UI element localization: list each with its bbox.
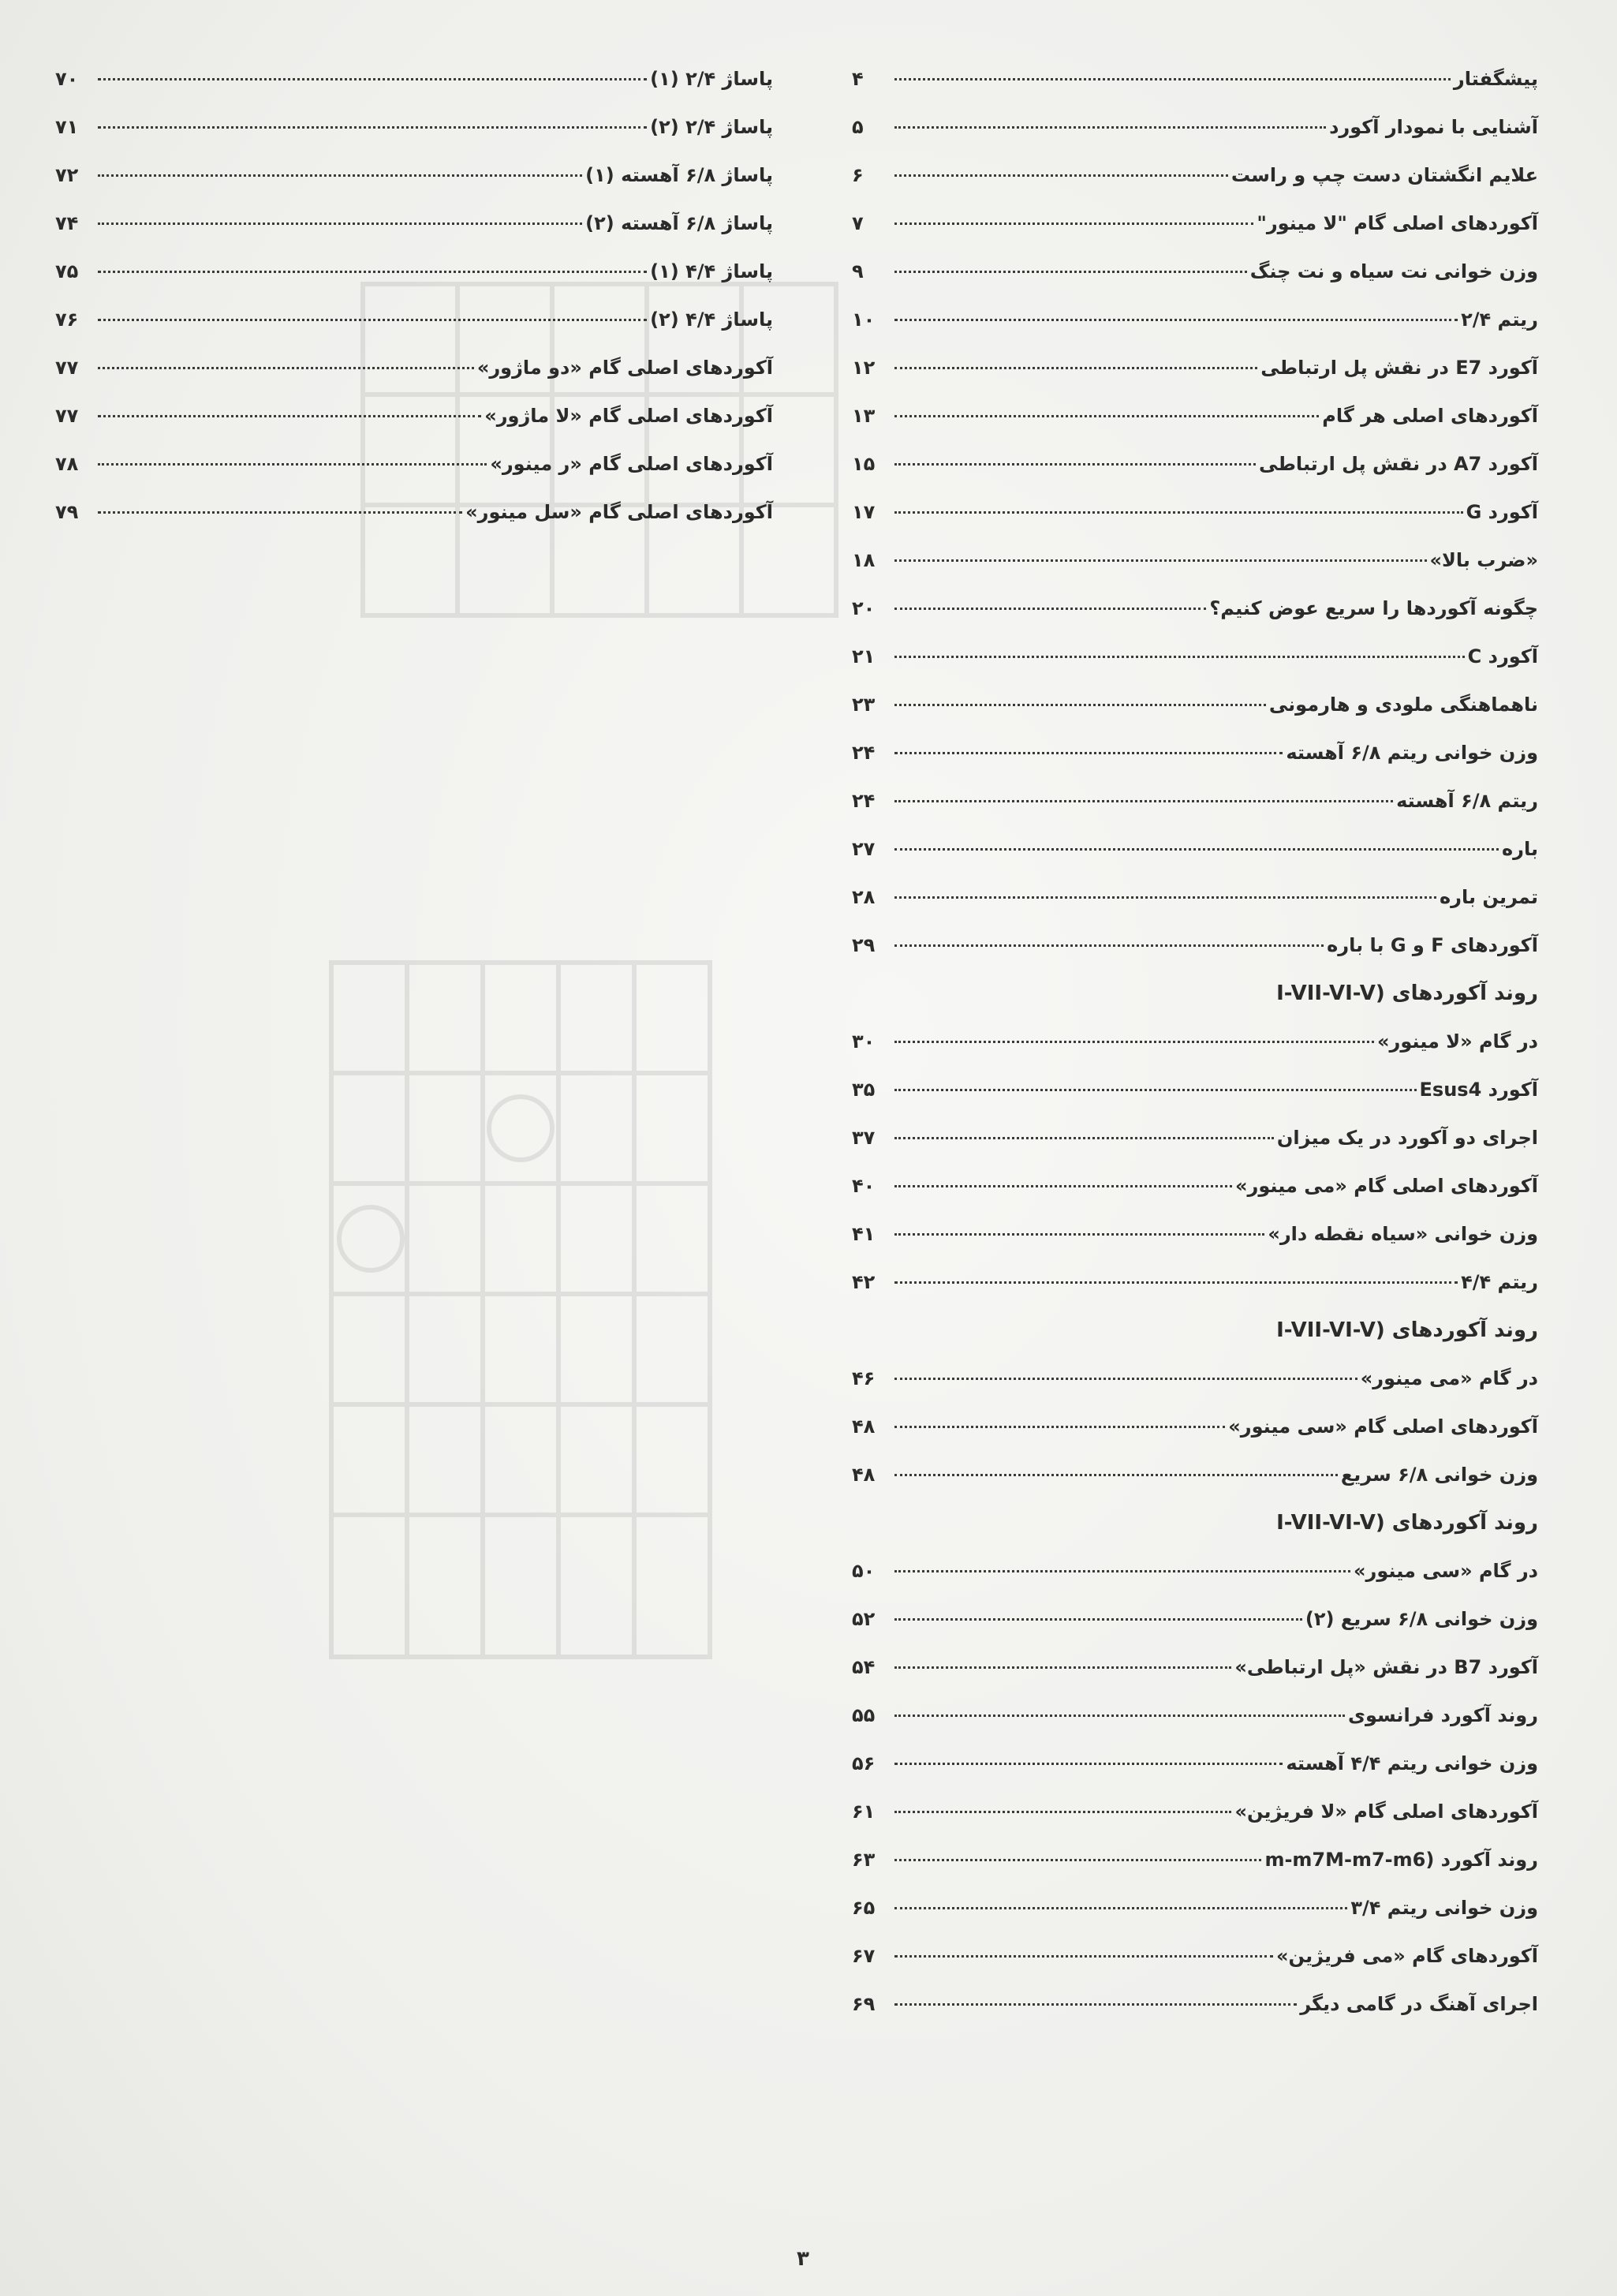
- toc-entry: [55, 103, 773, 151]
- toc-entry-title: در گام «می مینور»: [1360, 1367, 1538, 1389]
- toc-entry: [852, 970, 1538, 1018]
- toc-entry: [852, 1162, 1538, 1210]
- toc-leader-dots: [98, 511, 462, 514]
- toc-entry-page: ۷۷: [55, 357, 79, 379]
- toc-leader-dots: [894, 608, 1206, 610]
- toc-leader-dots: [894, 1233, 1264, 1236]
- toc-leader-dots: [98, 174, 582, 177]
- toc-column-left: [55, 55, 773, 537]
- toc-entry-page: ۷۴: [55, 212, 79, 234]
- toc-leader-dots: [894, 559, 1427, 562]
- toc-leader-dots: [894, 1041, 1374, 1043]
- toc-leader-dots: [894, 1907, 1347, 1909]
- toc-entry-title: پاساژ ۴/۴ (۲): [650, 309, 773, 331]
- toc-entry-title: آکورد G: [1466, 501, 1538, 523]
- toc-entry: [55, 151, 773, 200]
- toc-entry: [852, 103, 1538, 151]
- toc-entry-page: ۶۵: [852, 1897, 876, 1919]
- toc-entry: [852, 1403, 1538, 1451]
- toc-leader-dots: [894, 126, 1326, 129]
- toc-entry-title: پاساژ ۴/۴ (۱): [650, 260, 773, 282]
- toc-entry: [852, 200, 1538, 248]
- toc-entry: [852, 296, 1538, 344]
- toc-entry-page: ۲۰: [852, 597, 876, 619]
- toc-leader-dots: [894, 367, 1257, 369]
- toc-entry-title: باره: [1501, 838, 1538, 860]
- toc-entry-page: ۲۴: [852, 790, 876, 812]
- toc-leader-dots: [894, 1570, 1350, 1572]
- toc-entry: [852, 1499, 1538, 1547]
- toc-entry: [852, 1884, 1538, 1932]
- toc-leader-dots: [98, 271, 647, 273]
- toc-entry: [852, 729, 1538, 777]
- toc-entry: [852, 777, 1538, 825]
- toc-leader-dots: [894, 1955, 1273, 1958]
- toc-entry-page: ۶۷: [852, 1945, 876, 1967]
- toc-entry-page: ۶۱: [852, 1801, 876, 1823]
- toc-entry: [852, 537, 1538, 585]
- toc-entry-title: پاساژ ۲/۴ (۱): [650, 68, 773, 90]
- toc-entry-title: آکوردهای اصلی گام «دو ماژور»: [476, 357, 773, 379]
- toc-entry: [852, 1355, 1538, 1403]
- toc-leader-dots: [894, 1137, 1274, 1139]
- toc-leader-dots: [894, 511, 1463, 514]
- toc-entry: [852, 922, 1538, 970]
- toc-entry-title: آکورد A7 در نقش پل ارتباطی: [1259, 453, 1538, 475]
- toc-entry-page: ۷۸: [55, 453, 79, 475]
- toc-entry: [852, 248, 1538, 296]
- toc-entry: [55, 55, 773, 103]
- toc-entry-page: ۴۸: [852, 1464, 876, 1486]
- toc-entry-title: ریتم ۶/۸ آهسته: [1396, 790, 1538, 812]
- toc-entry: [852, 1018, 1538, 1066]
- toc-leader-dots: [98, 415, 481, 417]
- toc-leader-dots: [894, 1811, 1231, 1813]
- toc-entry-title: وزن خوانی ریتم ۴/۴ آهسته: [1286, 1752, 1538, 1774]
- toc-entry-title: ریتم ۲/۴: [1461, 309, 1538, 331]
- toc-entry-page: ۱۲: [852, 357, 876, 379]
- toc-leader-dots: [894, 1281, 1458, 1284]
- toc-entry-page: ۳۷: [852, 1127, 876, 1149]
- toc-entry-title: آکوردهای اصلی گام «سل مینور»: [465, 501, 773, 523]
- toc-entry: [852, 1643, 1538, 1692]
- toc-entry-title: وزن خوانی ۶/۸ سریع: [1340, 1464, 1538, 1486]
- toc-entry-title: آکوردهای اصلی گام "لا مینور": [1257, 212, 1538, 234]
- toc-entry: [55, 296, 773, 344]
- toc-leader-dots: [894, 415, 1319, 417]
- toc-entry-title: وزن خوانی ۶/۸ سریع (۲): [1305, 1608, 1538, 1630]
- toc-entry: [852, 344, 1538, 392]
- toc-entry-page: ۷: [852, 212, 864, 234]
- toc-entry-page: ۲۹: [852, 934, 876, 956]
- toc-leader-dots: [894, 656, 1465, 658]
- toc-entry-page: ۳۰: [852, 1030, 876, 1053]
- toc-entry-page: ۷۹: [55, 501, 79, 523]
- toc-entry-title: آکوردهای اصلی گام «ر مینور»: [490, 453, 773, 475]
- toc-entry: [852, 55, 1538, 103]
- toc-entry-title: آکورد C: [1467, 645, 1538, 667]
- toc-entry-page: ۵۲: [852, 1608, 876, 1630]
- toc-leader-dots: [894, 1666, 1231, 1669]
- toc-entry-page: ۱۷: [852, 501, 876, 523]
- toc-leader-dots: [98, 367, 474, 369]
- toc-entry-title: تمرین باره: [1439, 886, 1538, 908]
- toc-entry: [852, 633, 1538, 681]
- toc-entry-page: ۲۴: [852, 742, 876, 764]
- toc-entry-page: ۱۳: [852, 405, 876, 427]
- toc-entry: [852, 1740, 1538, 1788]
- toc-leader-dots: [894, 1378, 1357, 1380]
- toc-leader-dots: [894, 848, 1499, 851]
- toc-entry-page: ۱۵: [852, 453, 876, 475]
- toc-entry-title: آکورد B7 در نقش «پل ارتباطی»: [1234, 1656, 1538, 1678]
- toc-leader-dots: [894, 704, 1266, 706]
- toc-entry-page: ۲۷: [852, 838, 876, 860]
- toc-entry-page: ۵۶: [852, 1752, 876, 1774]
- toc-entry: [55, 248, 773, 296]
- page-number: ۳: [797, 2247, 809, 2271]
- toc-leader-dots: [98, 126, 647, 129]
- toc-entry-title: آشنایی با نمودار آکورد: [1329, 116, 1538, 138]
- toc-entry: [852, 392, 1538, 440]
- toc-entry-page: ۴: [852, 68, 864, 90]
- toc-entry: [852, 1114, 1538, 1162]
- toc-leader-dots: [894, 463, 1256, 466]
- toc-entry-page: ۳۵: [852, 1079, 876, 1101]
- toc-leader-dots: [894, 944, 1324, 947]
- toc-entry: [852, 873, 1538, 922]
- toc-entry-page: ۴۲: [852, 1271, 876, 1293]
- toc-entry-page: ۴۶: [852, 1367, 876, 1389]
- toc-entry: [55, 200, 773, 248]
- toc-entry-title: وزن خوانی «سیاه نقطه دار»: [1268, 1223, 1538, 1245]
- toc-entry: [852, 681, 1538, 729]
- toc-entry: [852, 488, 1538, 537]
- toc-entry-page: ۴۰: [852, 1175, 876, 1197]
- toc-entry-page: ۶۳: [852, 1849, 876, 1871]
- toc-entry: [852, 1066, 1538, 1114]
- toc-entry-title: در گام «لا مینور»: [1377, 1030, 1538, 1053]
- toc-leader-dots: [894, 1763, 1283, 1765]
- toc-entry-page: ۲۸: [852, 886, 876, 908]
- toc-leader-dots: [894, 1474, 1338, 1476]
- toc-leader-dots: [98, 222, 582, 225]
- toc-entry-title: وزن خوانی ریتم ۶/۸ آهسته: [1286, 742, 1538, 764]
- toc-leader-dots: [894, 1426, 1225, 1428]
- toc-entry-title: پیشگفتار: [1453, 68, 1538, 90]
- toc-entry: [55, 440, 773, 488]
- toc-leader-dots: [894, 1715, 1345, 1717]
- toc-entry-title: چگونه آکوردها را سریع عوض کنیم؟: [1209, 597, 1538, 619]
- toc-entry: [55, 344, 773, 392]
- toc-leader-dots: [894, 752, 1283, 754]
- toc-entry-page: ۷۶: [55, 309, 79, 331]
- toc-entry-page: ۷۱: [55, 116, 79, 138]
- toc-leader-dots: [894, 271, 1247, 273]
- toc-entry-title: آکورد Esus4: [1419, 1079, 1538, 1101]
- toc-entry: [852, 151, 1538, 200]
- toc-leader-dots: [894, 896, 1436, 899]
- toc-entry-page: ۷۲: [55, 164, 79, 186]
- toc-entry: [852, 1307, 1538, 1355]
- toc-leader-dots: [98, 463, 487, 466]
- toc-entry: [852, 1595, 1538, 1643]
- toc-entry-title: آکوردهای اصلی گام «سی مینور»: [1228, 1415, 1538, 1438]
- toc-entry: [852, 1258, 1538, 1307]
- toc-entry-title: روند آکورد فرانسوی: [1347, 1704, 1538, 1726]
- toc-entry-title: وزن خوانی ریتم ۳/۴: [1350, 1897, 1538, 1919]
- toc-entry-page: ۴۸: [852, 1415, 876, 1438]
- toc-entry-page: ۱۰: [852, 309, 876, 331]
- toc-entry: [852, 1692, 1538, 1740]
- toc-entry-page: ۵۰: [852, 1560, 876, 1582]
- toc-leader-dots: [894, 1618, 1302, 1621]
- toc-entry: [852, 1451, 1538, 1499]
- toc-leader-dots: [894, 319, 1458, 321]
- toc-entry: [852, 1210, 1538, 1258]
- toc-entry-page: ۶۹: [852, 1993, 876, 2015]
- toc-entry-title: آکوردهای اصلی هر گام: [1322, 405, 1538, 427]
- toc-entry: [55, 392, 773, 440]
- toc-entry-title: آکوردهای گام «می فریژین»: [1276, 1945, 1538, 1967]
- toc-entry-title: اجرای آهنگ در گامی دیگر: [1300, 1993, 1538, 2015]
- toc-entry: [55, 488, 773, 537]
- toc-entry-page: ۹: [852, 260, 864, 282]
- toc-entry: [852, 1980, 1538, 2029]
- toc-entry-title: در گام «سی مینور»: [1354, 1560, 1538, 1582]
- toc-entry: [852, 825, 1538, 873]
- toc-entry-page: ۵: [852, 116, 864, 138]
- toc-entry-title: اجرای دو آکورد در یک میزان: [1276, 1127, 1538, 1149]
- toc-entry-title: روند آکورد (m-m7M-m7-m6: [1264, 1849, 1538, 1871]
- toc-leader-dots: [894, 2003, 1297, 2006]
- toc-entry-title: روند آکوردهای (I-VII-VI-V: [1276, 1511, 1538, 1535]
- toc-entry-title: آکورد E7 در نقش پل ارتباطی: [1260, 357, 1538, 379]
- toc-entry-page: ۷۷: [55, 405, 79, 427]
- toc-entry-title: پاساژ ۲/۴ (۲): [650, 116, 773, 138]
- toc-leader-dots: [98, 78, 647, 80]
- toc-entry-title: علایم انگشتان دست چپ و راست: [1230, 164, 1538, 186]
- toc-entry: [852, 1788, 1538, 1836]
- toc-entry-title: ناهماهنگی ملودی و هارمونی: [1268, 694, 1538, 716]
- toc-column-right: [852, 55, 1538, 2029]
- toc-leader-dots: [98, 319, 647, 321]
- toc-entry-page: ۵۴: [852, 1656, 876, 1678]
- toc-entry: [852, 1932, 1538, 1980]
- toc-entry: [852, 1547, 1538, 1595]
- toc-entry-title: «ضرب بالا»: [1429, 549, 1538, 571]
- toc-entry-page: ۴۱: [852, 1223, 876, 1245]
- toc-entry: [852, 585, 1538, 633]
- toc-leader-dots: [894, 222, 1253, 225]
- toc-entry-title: آکوردهای اصلی گام «می مینور»: [1235, 1175, 1538, 1197]
- toc-entry-title: آکوردهای F و G با باره: [1327, 934, 1538, 956]
- toc-leader-dots: [894, 1859, 1261, 1861]
- toc-leader-dots: [894, 1089, 1417, 1091]
- toc-leader-dots: [894, 174, 1228, 177]
- toc-entry-title: وزن خوانی نت سیاه و نت چنگ: [1249, 260, 1538, 282]
- toc-entry-title: روند آکوردهای (I-VII-VI-V: [1276, 1318, 1538, 1342]
- toc-entry-page: ۱۸: [852, 549, 876, 571]
- toc-entry-title: پاساژ ۶/۸ آهسته (۲): [585, 212, 773, 234]
- toc-entry-page: ۶: [852, 164, 864, 186]
- toc-entry-title: پاساژ ۶/۸ آهسته (۱): [585, 164, 773, 186]
- toc-entry-title: روند آکوردهای (I-VII-VI-V: [1276, 982, 1538, 1005]
- toc-entry-title: آکوردهای اصلی گام «لا فریژین»: [1234, 1801, 1538, 1823]
- toc-entry: [852, 1836, 1538, 1884]
- toc-entry-title: آکوردهای اصلی گام «لا ماژور»: [484, 405, 773, 427]
- toc-entry-page: ۲۱: [852, 645, 876, 667]
- toc-leader-dots: [894, 800, 1393, 802]
- toc-entry-page: ۷۰: [55, 68, 79, 90]
- toc-entry-title: ریتم ۴/۴: [1461, 1271, 1538, 1293]
- toc-leader-dots: [894, 78, 1451, 80]
- toc-leader-dots: [894, 1185, 1232, 1187]
- toc-entry-page: ۲۳: [852, 694, 876, 716]
- toc-entry-page: ۵۵: [852, 1704, 876, 1726]
- toc-entry: [852, 440, 1538, 488]
- toc-entry-page: ۷۵: [55, 260, 79, 282]
